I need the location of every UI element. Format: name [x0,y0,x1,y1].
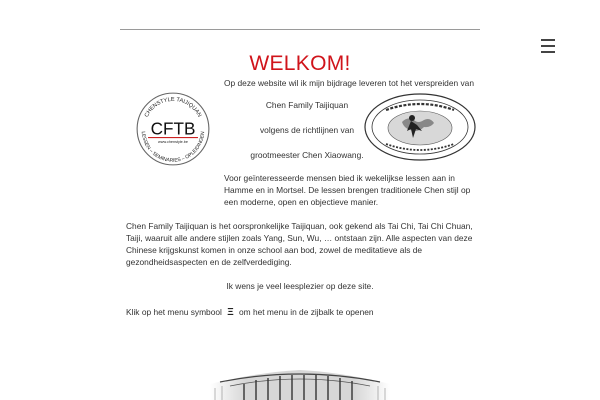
intro-line-2: volgens de richtlijnen van [259,125,355,135]
intro-text: Op deze website wil ik mijn bijdrage leveren tot het verspreiden van [224,78,474,88]
paragraph-3: Ik wens je veel leesplezier op deze site. [226,281,374,291]
page-title: WELKOM! [249,52,351,75]
cftb-logo [134,90,212,168]
intro-line-3: grootmeester Chen Xiaowang. [250,150,364,160]
paragraph-2-line-3: Chinese krijgskunst komen in onze school aan bod, zowel de meditatieve als de [126,245,423,255]
paragraph-2-line-2: Taiji, waaruit alle andere stijlen zoals Yang, Sun, Wu, … ontstaan zijn. Alle aspecten van deze [126,233,473,243]
top-divider [120,29,480,30]
paragraph-4 [126,306,374,319]
logo-bottom-text: LESSEN – SEMINARIES – OPLEIDINGEN [139,131,207,164]
intro-line-1: Chen Family Taijiquan [265,100,349,110]
paragraph-1-line-2: Hamme en in Mortsel. De lessen brengen traditionele Chen stijl op [224,185,471,195]
paragraph-4-after: om het menu in de zijbalk te openen [239,307,374,317]
paragraph-2-line-4: gezondheidsaspecten en de zelfverdediging. [126,257,292,267]
paragraph-4-before: Klik op het menu symbool [126,307,222,317]
paragraph-2-line-1: Chen Family Taijiquan is het oorspronkelijke Taijiquan, ook gekend als Tai Chi, Tai Chi Chuan, [126,221,473,231]
hamburger-icon[interactable] [541,39,555,53]
logo-big-text: CFTB [150,118,196,139]
association-emblem [362,92,478,162]
paragraph-1-line-1: Voor geïnteresseerde mensen bied ik wekelijkse lessen aan in [224,173,455,183]
logo-top-text: CHENSTYLE TAIJIQUAN [143,96,203,119]
paragraph-1-line-3: een moderne, open en objectieve manier. [224,197,379,207]
menu-symbol-icon: Ξ [227,307,234,318]
logo-url: www.chenstyle.be [158,140,188,145]
building-image [200,366,400,400]
